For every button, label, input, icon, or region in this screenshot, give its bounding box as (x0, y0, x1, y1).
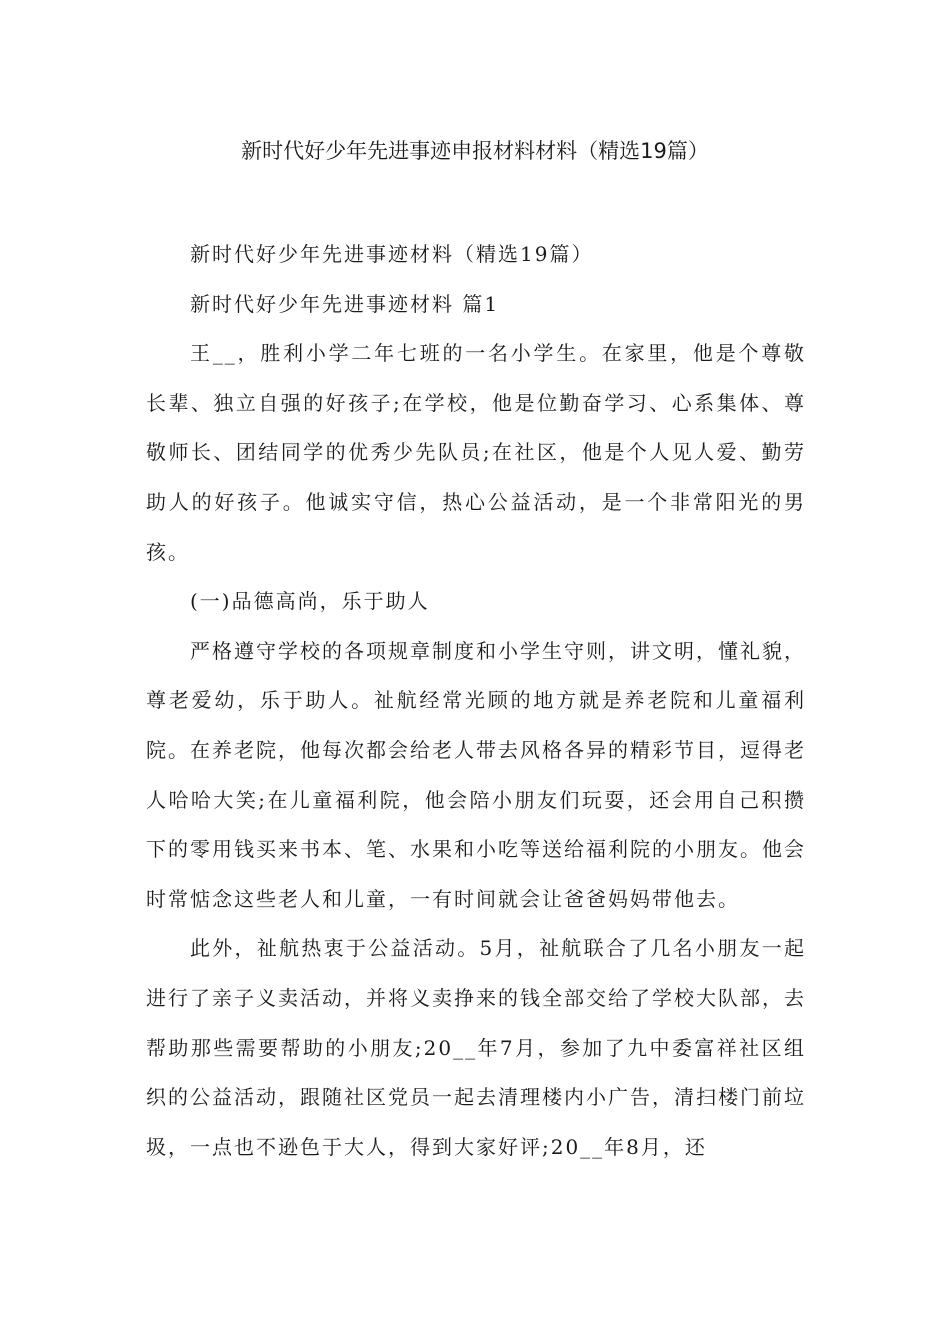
document-title: 新时代好少年先进事迹申报材料材料（精选19篇） (241, 139, 709, 163)
document-body (146, 230, 806, 1172)
body-paragraph: 王__，胜利小学二年七班的一名小学生。在家里，他是个尊敬长辈、独立自强的好孩子;在学校，他是位勤奋学习、心系集体、尊敬师长、团结同学的优秀少先队员;在社区，他是个人见人爱、勤劳助人的好孩子。他诚实守信，热心公益活动，是一个非常阳光的男孩。 (146, 341, 806, 564)
subsection-heading: (一)品德高尚，乐于助人 (190, 589, 430, 614)
body-paragraph: 严格遵守学校的各项规章制度和小学生守则，讲文明，懂礼貌，尊老爱幼，乐于助人。祉航经常光顾的地方就是养老院和儿童福利院。在养老院，他每次都会给老人带去风格各异的精彩节目，逗得老人哈哈大笑;在儿童福利院，他会陪小朋友们玩耍，还会用自己积攒下的零用钱买来书本、笔、水果和小吃等送给福利院的小朋友。他会时常惦念这些老人和儿童，一有时间就会让爸爸妈妈带他去。 (146, 638, 806, 911)
section-heading: 新时代好少年先进事迹材料 篇1 (190, 291, 500, 316)
subtitle-paragraph: 新时代好少年先进事迹材料（精选19篇） (190, 242, 594, 266)
body-paragraph: 此外，祉航热衷于公益活动。5月，祉航联合了几名小朋友一起进行了亲子义卖活动，并将义卖挣来的钱全部交给了学校大队部，去帮助那些需要帮助的小朋友;20__年7月，参加了九中委富祥社区组织的公益活动，跟随社区党员一起去清理楼内小广告，清扫楼门前垃圾，一点也不逊色于大人，得到大家好评;20__年8月，还 (146, 936, 806, 1159)
